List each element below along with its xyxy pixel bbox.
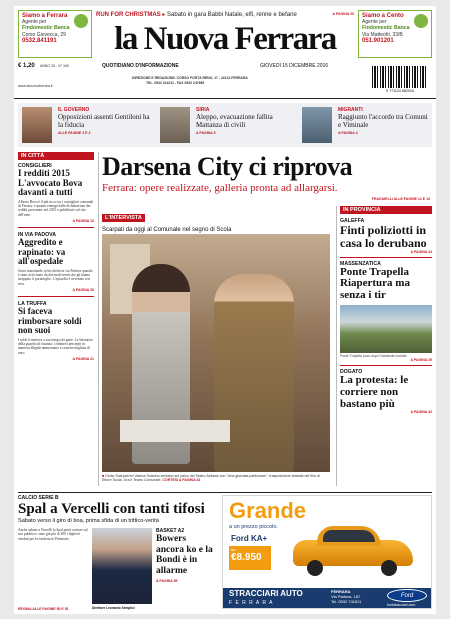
article-page: A PAGINA 13 <box>72 218 94 223</box>
findomestic-logo-icon <box>414 14 428 28</box>
main-title: Darsena City ci riprova <box>102 152 353 181</box>
photo-gentiloni <box>22 107 52 143</box>
ad-price-box <box>229 546 271 570</box>
basket-kicker: BASKET A2 <box>156 528 185 534</box>
masthead-title: la Nuova Ferrara <box>114 21 336 57</box>
strip-kicker: SIRIA <box>196 107 210 113</box>
ford-brand: Ford <box>400 593 414 599</box>
sport-body: Anche sabato a Vercelli la Spal potrà contare sul suo pubblico: sono già più di 300 i biglietti venduti per la trasferta in Piemonte. <box>18 528 88 541</box>
ad-dealer-sub: F E R R A R A <box>229 600 274 606</box>
strip-title: Aleppo, evacuazione fallita Mattanza di civili <box>196 113 273 129</box>
findomestic-logo-icon <box>74 14 88 28</box>
article-title: La protesta: le corriere non bastano più <box>340 373 409 410</box>
ford-ad[interactable] <box>222 495 432 609</box>
article-page: A PAGINA 20 <box>72 287 94 292</box>
interview-kicker: Scarpati da oggi al Comunale nel segno di Scola <box>102 227 232 233</box>
strip-page: A PAGINA 5 <box>196 131 216 135</box>
strip-page: A PAGINA 4 <box>338 131 358 135</box>
strip-item[interactable] <box>338 107 430 135</box>
car-wheel <box>307 560 323 576</box>
ad-address: Via Padova, 187 <box>331 594 361 599</box>
article[interactable] <box>18 301 94 361</box>
main-page: FRAGUIELLI ALLE PAGINE 12 E 13 <box>371 197 430 201</box>
right-column <box>340 206 432 414</box>
photo-figure-man <box>214 274 294 472</box>
section-label: IN CITTÀ <box>18 152 94 160</box>
ear-city: Siamo a Ferrara <box>22 13 68 19</box>
ear-phone: 0532.841191 <box>22 38 57 44</box>
right-ear-ad <box>358 10 432 58</box>
article[interactable] <box>340 369 432 414</box>
teaser-strip <box>18 103 432 147</box>
article-title: Ponte Trapella Riapertura ma senza i tir <box>340 265 410 302</box>
photo-sink <box>120 420 230 442</box>
teaser-text: Sabato in gara Babbi Natale, elfi, renne e befane <box>167 12 297 18</box>
ford-logo-icon <box>387 589 427 602</box>
sport-title: Spal a Vercelli con tanti tifosi <box>18 501 205 517</box>
section-label: IN PROVINCIA <box>340 206 432 214</box>
ear-address: Corso Giovecca, 29 <box>22 32 66 38</box>
photo-aleppo <box>160 107 190 143</box>
article-body: Alberto Bova è il più ricco tra i consiglieri comunali di Ferrara: è quanto emerge dalle dichiarazioni dei redditi presentate nel 2015 e pubblicate sul sito dell'ente. <box>18 199 94 217</box>
article-title: Si faceva rimborsare soldi non suoi <box>18 305 82 336</box>
masthead-website: www.lanuovaferrara.it <box>18 84 53 88</box>
article-title: I redditi 2015 L'avvocato Bova davanti a tutti <box>18 168 83 198</box>
masthead-address: DIREZIONE E REDAZIONE: CORSO PORTA RENO, 17 - 44121 FERRARA <box>132 76 248 80</box>
strip-kicker: MIGRANTI <box>338 107 363 113</box>
masthead-subtitle: QUOTIDIANO D'INFORMAZIONE <box>102 63 179 69</box>
masthead-rule <box>14 98 436 99</box>
basket-article[interactable] <box>156 528 216 583</box>
ear-address: Via Matteotti, 33/B <box>362 32 403 38</box>
teaser-page: A PAGINA 20 <box>332 12 354 16</box>
ear-brand: Findomestic Banca <box>362 25 410 31</box>
ear-phone: 051.901201 <box>362 38 394 44</box>
article-kicker: MASSENZATICA <box>340 260 381 267</box>
left-column <box>18 152 94 361</box>
strip-page: ALLE PAGINE 2 E 3 <box>58 131 91 135</box>
car-window <box>323 530 375 542</box>
photo-caption: Direttore Leonardo Semplici <box>92 606 135 610</box>
article-kicker: CONSIGLIERI <box>18 163 52 169</box>
teaser-arrow-icon: ▸ <box>162 12 166 18</box>
ad-title: Grande <box>229 498 307 523</box>
sport-page: REGINA ALLE PAGINE 50 E 51 <box>18 607 69 611</box>
strip-item[interactable] <box>196 107 290 135</box>
caption-text: Giulio Scarpati ed Valeria Solarino arrivano sul palco del Teatro Abbado con "Una giornata particolare", trasposizione teatrale del film di Ettore Scola. Ora il Teatro Comunale. <box>102 474 320 483</box>
strip-title: Raggiunto l'accordo tra Comuni e Viminale <box>338 113 428 129</box>
interview-caption <box>102 474 330 483</box>
article-page: A PAGINA 25 <box>410 357 432 362</box>
masthead-year: ANNO 26 - N° 345 <box>40 64 69 68</box>
main-story[interactable] <box>102 152 432 201</box>
article-body: I soldi li metteva a suo tempo da parte. Le Iniziative della guardia di finanza: i rimborsi percepiti in maniera illegale ammontano a svariate migliaia di euro. <box>18 337 93 355</box>
column-divider <box>336 206 337 486</box>
article-page: A PAGINA 24 <box>410 249 432 254</box>
photo-migranti <box>302 107 332 143</box>
article[interactable] <box>18 232 94 292</box>
photo-caption: Ponte Trapella poco dopo l'incidente mortale <box>340 353 407 358</box>
masthead-date: GIOVEDÌ 15 DICEMBRE 2016 <box>260 63 329 69</box>
ad-price-label: da <box>231 547 236 552</box>
newspaper-front-page <box>14 6 436 614</box>
interview-photo <box>102 234 330 472</box>
masthead-price: € 1,20 <box>18 63 35 69</box>
strip-kicker: IL GOVERNO <box>58 107 90 113</box>
car-wheel <box>381 560 397 576</box>
left-ear-ad <box>18 10 92 58</box>
article-kicker: LA TRUFFA <box>18 300 47 307</box>
interview[interactable] <box>102 206 342 233</box>
ad-contacts <box>331 589 361 604</box>
ponte-photo <box>340 305 432 353</box>
strip-item[interactable] <box>58 107 152 135</box>
article-body: Stava transitando in bicicletta in via Padova quando è stato avvicinato da due malviventi che gli hanno strappato il portafoglio. L'episodio è avvenuto ieri sera. <box>18 268 93 286</box>
article-page: A PAGINA 32 <box>410 410 432 415</box>
ear-brand: Findomestic Banca <box>22 25 70 31</box>
article[interactable] <box>18 163 94 223</box>
article-title: Aggredito e rapinato: va all'ospedale <box>18 236 66 267</box>
section-label: L'INTERVISTA <box>102 214 145 222</box>
ad-web: fordstracciari.com <box>387 603 416 607</box>
masthead-phones: TEL. 0532 214211 - FAX 0532 247689 <box>146 81 205 85</box>
ad-dealer: STRACCIARI AUTO <box>229 589 303 598</box>
ad-tagline: a un prezzo piccolo. <box>229 524 278 530</box>
barcode-number: 9 771124 882016 <box>386 89 414 93</box>
sport-rule <box>18 492 432 493</box>
basket-page: A PAGINA 55 <box>156 579 178 583</box>
ad-price: €8.950 <box>231 552 262 563</box>
caption-marker-icon: ■ <box>102 474 105 478</box>
sport-kicker: CALCIO SERIE B <box>18 495 59 501</box>
basket-title: Bowers ancora ko e la Bondi è in allarme <box>156 534 213 576</box>
strip-title: Opposizioni assenti Gentiloni ha la fiducia <box>58 113 150 129</box>
ad-model: Ford KA+ <box>231 534 268 543</box>
sport-subtitle: Sabato verso il giro di boa, prima sfida di un trittico-verità <box>18 518 159 524</box>
column-divider <box>98 152 99 486</box>
ad-city: FERRARA <box>331 589 351 594</box>
caption-page: CORTESI A PAGINA 43 <box>162 478 201 483</box>
article-kicker: IN VIA PADOVA <box>18 231 56 238</box>
sport-block[interactable] <box>18 495 218 524</box>
article[interactable] <box>340 218 432 254</box>
article-page: A PAGINA 21 <box>72 356 94 361</box>
ad-tel: Tel. 0532 741611 <box>331 599 362 604</box>
main-subtitle: Ferrara: opere realizzate, galleria pronta ad allargarsi. <box>102 182 338 194</box>
barcode <box>372 66 428 88</box>
article[interactable] <box>340 261 432 362</box>
ear-label: Agente per <box>22 19 47 25</box>
article-kicker: GALEFFA <box>340 218 365 224</box>
article-kicker: DOGATO <box>340 368 363 375</box>
teaser-kicker: RUN FOR CHRISTMAS <box>96 12 161 18</box>
article-title: Finti poliziotti in casa lo derubano <box>340 223 427 250</box>
ear-label: Agente per <box>362 19 387 25</box>
ad-car <box>293 522 413 574</box>
semplici-photo <box>92 528 152 604</box>
ear-city: Siamo a Cento <box>362 13 404 19</box>
